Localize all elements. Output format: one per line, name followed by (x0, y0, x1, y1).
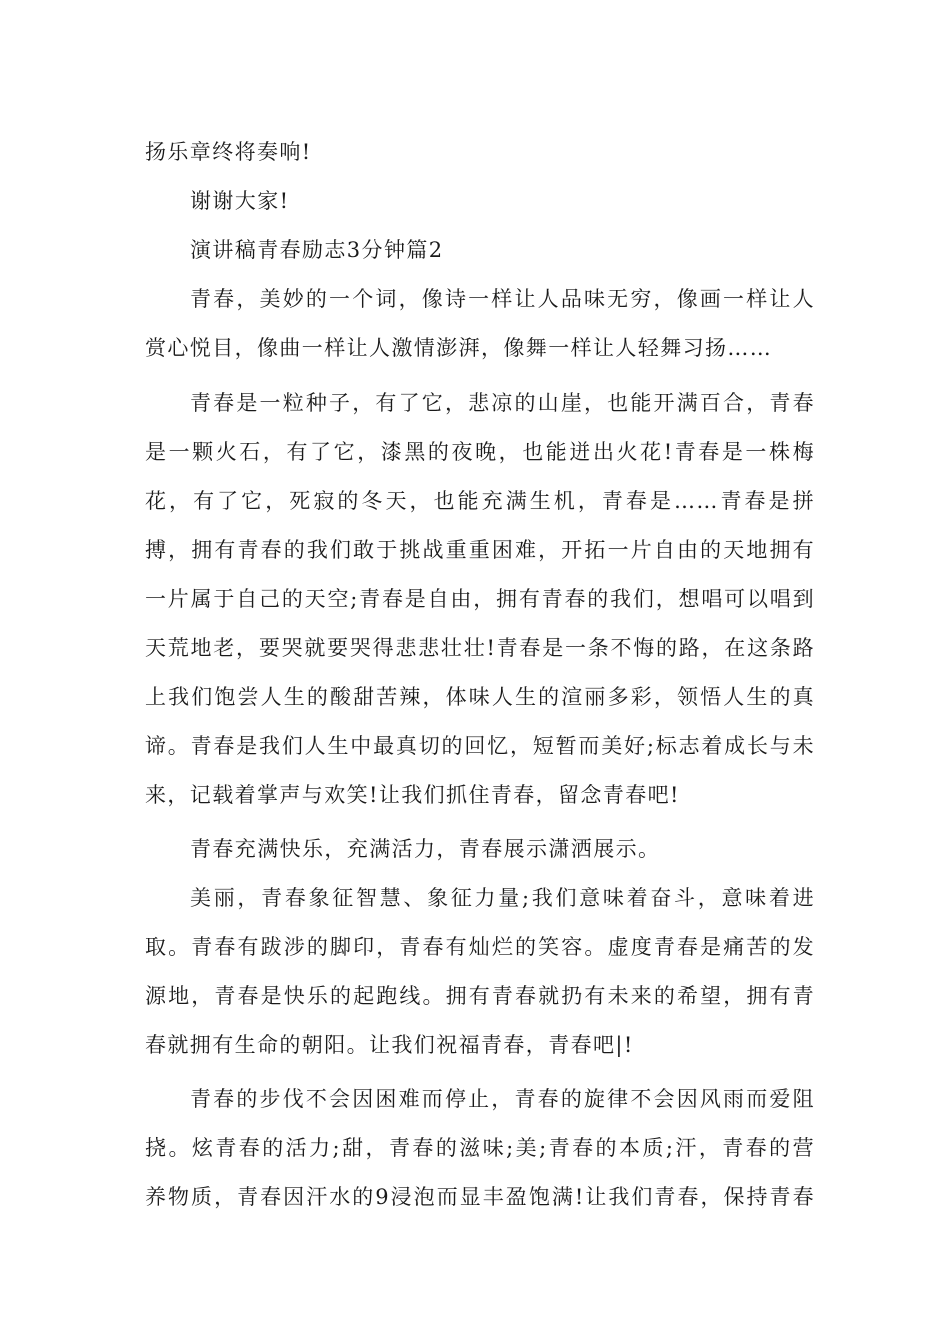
text-line-1: 扬乐章终将奏响! (145, 140, 312, 164)
text-line-8: 花，有了它，死寂的冬天，也能充满生机，青春是……青春是拼 (145, 489, 815, 513)
text-line-2: 谢谢大家! (190, 189, 290, 213)
text-line-17: 取。青春有跋涉的脚印，青春有灿烂的笑容。虚度青春是痛苦的发 (145, 935, 815, 959)
text-line-15: 青春充满快乐，充满活力，青春展示潇洒展示。 (190, 837, 661, 861)
text-line-22: 养物质，青春因汗水的9浸泡而显丰盈饱满!让我们青春，保持青春 (145, 1185, 815, 1209)
text-line-9: 搏，拥有青春的我们敢于挑战重重困难，开拓一片自由的天地拥有 (145, 538, 815, 562)
text-line-13: 谛。青春是我们人生中最真切的回忆，短暂而美好;标志着成长与未 (145, 734, 815, 758)
text-line-5: 赏心悦目，像曲一样让人激情澎湃，像舞一样让人轻舞习扬…… (145, 336, 773, 360)
text-line-14: 来，记载着掌声与欢笑!让我们抓住青春，留念青春吧! (145, 783, 680, 807)
text-line-4: 青春，美妙的一个词，像诗一样让人品味无穷，像画一样让人 (190, 287, 815, 311)
text-line-20: 青春的步伐不会因困难而停止，青春的旋律不会因风雨而爱阻 (190, 1087, 815, 1111)
text-line-18: 源地，青春是快乐的起跑线。拥有青春就扔有未来的希望，拥有青 (145, 984, 815, 1008)
text-line-6: 青春是一粒种子，有了它，悲凉的山崖，也能开满百合，青春 (190, 391, 815, 415)
text-line-19: 春就拥有生命的朝阳。让我们祝福青春，青春吧|! (145, 1033, 634, 1057)
text-line-11: 天荒地老，要哭就要哭得悲悲壮壮!青春是一条不悔的路，在这条路 (145, 636, 815, 660)
text-line-12: 上我们饱尝人生的酸甜苦辣，体味人生的渲丽多彩，领悟人生的真 (145, 685, 815, 709)
text-line-16: 美丽，青春象征智慧、象征力量;我们意味着奋斗，意味着进 (190, 886, 815, 910)
section-heading: 演讲稿青春励志3分钟篇2 (190, 238, 444, 262)
text-line-21: 挠。炫青春的活力;甜，青春的滋味;美;青春的本质;汗，青春的营 (145, 1136, 815, 1160)
text-line-7: 是一颗火石，有了它，漆黑的夜晚，也能迸出火花!青春是一株梅 (145, 440, 815, 464)
text-line-10: 一片属于自己的天空;青春是自由，拥有青春的我们，想唱可以唱到 (145, 587, 815, 611)
